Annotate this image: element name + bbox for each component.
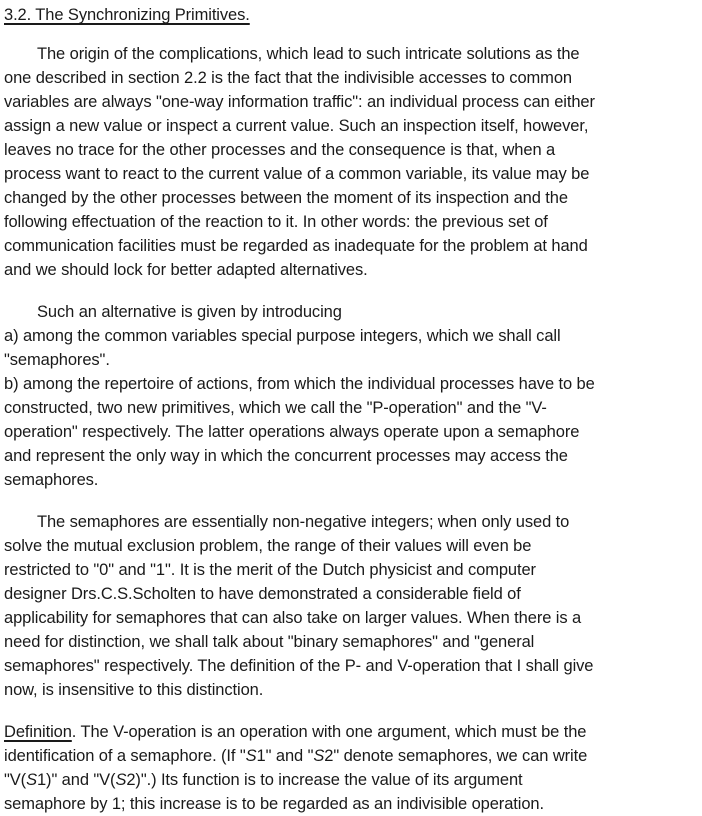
paragraph-4-definition bbox=[4, 720, 644, 816]
text-run: The semaphores are essentially non-negative integers; when only used to bbox=[37, 513, 570, 531]
text-line bbox=[4, 210, 644, 234]
text-line bbox=[4, 768, 644, 792]
text-run: semaphores" respectively. The definition of the P- and V-operation that I shall give bbox=[4, 657, 594, 675]
text-run: designer Drs.C.S.Scholten to have demonstrated a considerable field of bbox=[4, 585, 521, 603]
text-line bbox=[4, 348, 644, 372]
text-line bbox=[4, 606, 644, 630]
text-run: solve the mutual exclusion problem, the range of their values will even be bbox=[4, 537, 532, 555]
text-line bbox=[4, 372, 644, 396]
text-line bbox=[4, 558, 644, 582]
text-run: changed by the other processes between the moment of its inspection and the bbox=[4, 189, 568, 207]
text-line bbox=[4, 186, 644, 210]
text-run: "V( bbox=[4, 771, 27, 789]
text-line bbox=[4, 744, 644, 768]
italic-text-run: S bbox=[115, 771, 127, 789]
text-line bbox=[4, 258, 644, 282]
text-run: one described in section 2.2 is the fact that the indivisible accesses to common bbox=[4, 69, 572, 87]
text-run: communication facilities must be regarded as inadequate for the problem at hand bbox=[4, 237, 588, 255]
text-run: and we should lock for better adapted alternatives. bbox=[4, 261, 368, 279]
text-line bbox=[4, 444, 644, 468]
text-run: 1)" and "V( bbox=[36, 771, 116, 789]
text-run: Such an alternative is given by introducing bbox=[37, 303, 342, 321]
text-run: following effectuation of the reaction to it. In other words: the previous set of bbox=[4, 213, 548, 231]
text-line bbox=[4, 234, 644, 258]
text-run: applicability for semaphores that can also take on larger values. When there is a bbox=[4, 609, 582, 627]
text-line bbox=[4, 300, 644, 324]
text-run: operation" respectively. The latter operations always operate upon a semaphore bbox=[4, 423, 580, 441]
text-run: b) among the repertoire of actions, from which the individual processes have to be bbox=[4, 375, 595, 393]
text-line bbox=[4, 90, 644, 114]
text-line bbox=[4, 420, 644, 444]
underlined-text-run: 3.2. The Synchronizing Primitives. bbox=[4, 6, 250, 24]
text-run: The origin of the complications, which lead to such intricate solutions as the bbox=[37, 45, 580, 63]
italic-text-run: S bbox=[313, 747, 325, 765]
section-heading bbox=[4, 3, 644, 27]
text-run: semaphores. bbox=[4, 471, 99, 489]
underlined-text-run: Definition bbox=[4, 723, 72, 741]
text-run: identification of a semaphore. (If " bbox=[4, 747, 246, 765]
text-line bbox=[4, 114, 644, 138]
italic-text-run: S bbox=[26, 771, 37, 789]
text-line bbox=[4, 138, 644, 162]
text-run: semaphore by 1; this increase is to be regarded as an indivisible operation. bbox=[4, 795, 544, 813]
text-line bbox=[4, 468, 644, 492]
text-line bbox=[4, 582, 644, 606]
text-run: . The V-operation is an operation with one argument, which must be the bbox=[71, 723, 587, 741]
text-line bbox=[4, 720, 644, 744]
text-run: "semaphores". bbox=[4, 351, 110, 369]
paragraph-1 bbox=[4, 42, 644, 282]
text-line bbox=[4, 534, 644, 558]
text-run: and represent the only way in which the concurrent processes may access the bbox=[4, 447, 568, 465]
text-run: 1" and " bbox=[256, 747, 314, 765]
text-line bbox=[4, 66, 644, 90]
text-run: assign a new value or inspect a current value. Such an inspection itself, however, bbox=[4, 117, 589, 135]
text-run: leaves no trace for the other processes and the consequence is that, when a bbox=[4, 141, 556, 159]
text-line bbox=[4, 42, 644, 66]
text-run: 2)".) Its function is to increase the value of its argument bbox=[126, 771, 523, 789]
text-run: constructed, two new primitives, which we call the "P-operation" and the "V- bbox=[4, 399, 547, 417]
text-run: now, is insensitive to this distinction. bbox=[4, 681, 264, 699]
text-line bbox=[4, 3, 644, 27]
text-line bbox=[4, 792, 644, 816]
text-line bbox=[4, 396, 644, 420]
document-body bbox=[4, 3, 644, 816]
text-run: process want to react to the current value of a common variable, its value may be bbox=[4, 165, 590, 183]
text-line bbox=[4, 630, 644, 654]
paragraph-2 bbox=[4, 300, 644, 492]
text-line bbox=[4, 510, 644, 534]
text-line bbox=[4, 654, 644, 678]
text-run: variables are always "one-way information traffic": an individual process can either bbox=[4, 93, 595, 111]
text-run: need for distinction, we shall talk about "binary semaphores" and "general bbox=[4, 633, 535, 651]
paragraph-3 bbox=[4, 510, 644, 702]
text-line bbox=[4, 678, 644, 702]
text-run: 2" denote semaphores, we can write bbox=[324, 747, 588, 765]
text-line bbox=[4, 162, 644, 186]
text-run: restricted to "0" and "1". It is the merit of the Dutch physicist and computer bbox=[4, 561, 536, 579]
italic-text-run: S bbox=[245, 747, 257, 765]
text-line bbox=[4, 324, 644, 348]
text-run: a) among the common variables special purpose integers, which we shall call bbox=[4, 327, 561, 345]
